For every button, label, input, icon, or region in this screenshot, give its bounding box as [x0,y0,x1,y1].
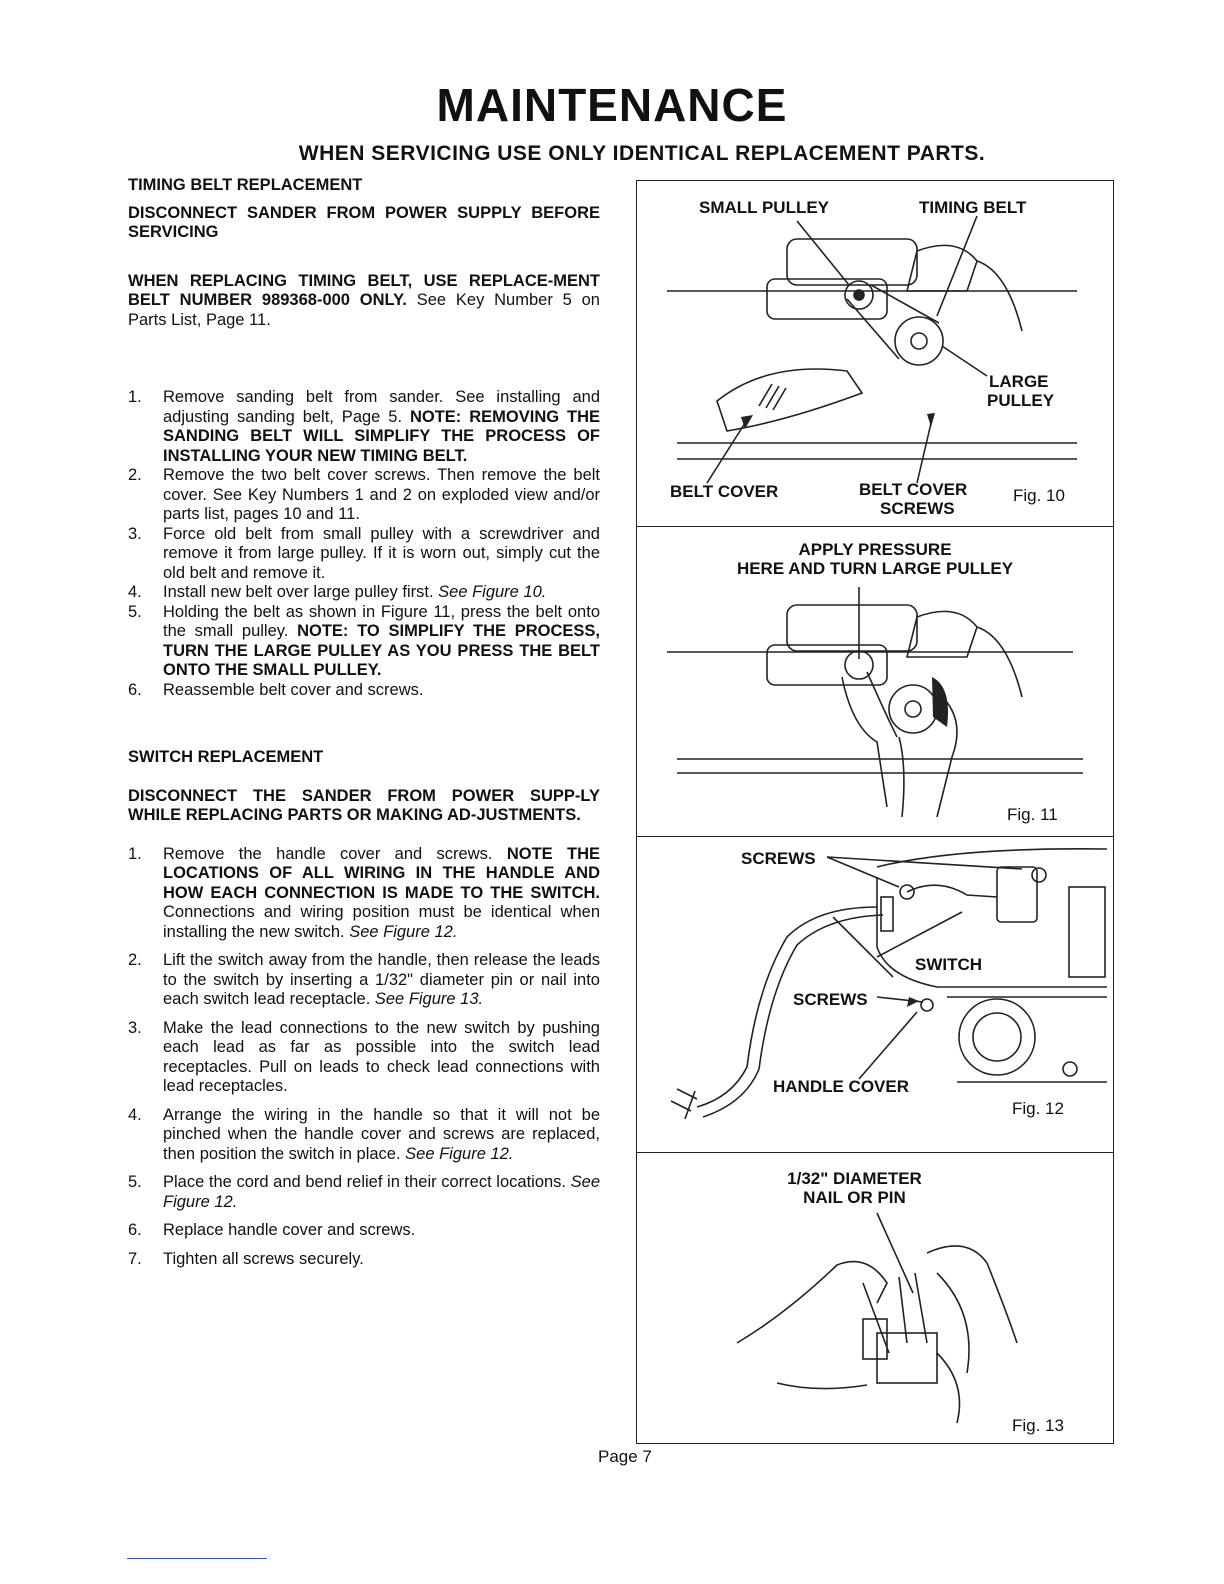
label-large: LARGE [989,372,1049,391]
figure-13 [637,1153,1113,1445]
list-item: 5. Place the cord and bend relief in their correct locations. See Figure 12. [128,1173,600,1211]
label-nail-or-pin: NAIL OR PIN [803,1188,906,1207]
figure-10-caption: Fig. 10 [1013,486,1065,505]
list-item: 4. Install new belt over large pulley first. See Figure 10. [128,583,547,601]
label-handle-cover: HANDLE COVER [773,1077,910,1096]
instructions-column [128,176,600,1269]
label-screws-top: SCREWS [741,849,816,868]
list-item: 2. Lift the switch away from the handle, then release the leads to the switch by inserting a 1/32" diameter pin or nail into each switch lead receptacle. See Figure 13. [128,951,600,1008]
label-small-pulley: SMALL PULLEY [699,198,830,217]
timing-warning: DISCONNECT SANDER FROM POWER SUPPLY BEFORE SERVICING [128,203,600,241]
timing-steps [128,388,600,700]
figure-10 [637,181,1113,527]
figure-11 [637,527,1113,837]
switch-steps [128,845,600,1270]
label-belt-cover-screws-2: SCREWS [880,499,955,518]
timing-heading: TIMING BELT REPLACEMENT [128,176,363,194]
label-belt-cover-screws-1: BELT COVER [859,480,968,499]
page-subtitle: WHEN SERVICING USE ONLY IDENTICAL REPLACEMENT PARTS. [298,142,986,165]
footer-divider [127,1558,267,1559]
page-number: Page 7 [598,1447,652,1466]
list-item: 3. Make the lead connections to the new switch by pushing each lead as far as possible into the switch lead receptacles. Pull on leads to check lead connections with lead receptacles. [128,1018,600,1095]
label-switch: SWITCH [915,955,983,974]
label-turn-large-pulley: HERE AND TURN LARGE PULLEY [736,559,1014,578]
list-item: 3. Force old belt from small pulley with a screwdriver and remove it from large pulley. If it is worn out, simply cut the old belt and remove it. [128,524,600,582]
figures-box [636,180,1114,1444]
figure-11-caption: Fig. 11 [1007,805,1058,824]
figure-12 [637,837,1113,1153]
list-item: 7. Tighten all screws securely. [128,1249,364,1268]
timing-note [128,272,600,331]
list-item: 5. Holding the belt as shown in Figure 11, press the belt onto the small pulley. NOTE: TO SIMPLIFY THE PROCESS, TURN THE LARGE PULLEY AS YOU PRESS THE BELT ONTO THE SMALL PULLEY. [128,602,600,679]
label-belt-cover: BELT COVER [670,482,779,501]
list-item: 4. Arrange the wiring in the handle so that it will not be pinched when the handle cover and screws are replaced, then position the switch in place. See Figure 12. [128,1105,600,1163]
list-item: 2. Remove the two belt cover screws. Then remove the belt cover. See Key Numbers 1 and 2 on exploded view and/or parts list, pages 10 and 11. [128,466,600,523]
sander-pulley-illustration [637,181,1113,527]
label-diameter: 1/32" DIAMETER [787,1169,922,1188]
list-item: 6. Reassemble belt cover and screws. [128,680,424,699]
list-item: 1. Remove the handle cover and screws. NOTE THE LOCATIONS OF ALL WIRING IN THE HANDLE AND HOW EACH CONNECTION IS MADE TO THE SWITCH. Connections and wiring position must be identical when installing the new switch. See Figure 12. [128,844,600,941]
label-screws-bottom: SCREWS [793,990,868,1009]
timing-note-plain: See Key Number 5 on Parts List, Page 11. [128,291,600,329]
list-item: 1. Remove sanding belt from sander. See installing and adjusting sanding belt, Page 5. NOTE: REMOVING THE SANDING BELT WILL SIMPLIFY THE PROCESS OF INSTALLING YOUR NEW TIMING BELT. [128,388,600,465]
page-title: MAINTENANCE [436,79,788,131]
list-item: 6. Replace handle cover and screws. [128,1221,416,1239]
figure-13-caption: Fig. 13 [1012,1416,1064,1435]
timing-note-bold: WHEN REPLACING TIMING BELT, USE REPLACE-MENT BELT NUMBER 989368-000 ONLY. [128,271,600,309]
figure-12-caption: Fig. 12 [1012,1099,1064,1118]
switch-warning: DISCONNECT THE SANDER FROM POWER SUPP-LY WHILE REPLACING PARTS OR MAKING AD-JUSTMENTS. [128,786,600,824]
switch-heading: SWITCH REPLACEMENT [128,748,324,766]
label-timing-belt: TIMING BELT [919,198,1027,217]
label-apply-pressure: APPLY PRESSURE [798,540,952,559]
label-pulley: PULLEY [987,391,1055,410]
